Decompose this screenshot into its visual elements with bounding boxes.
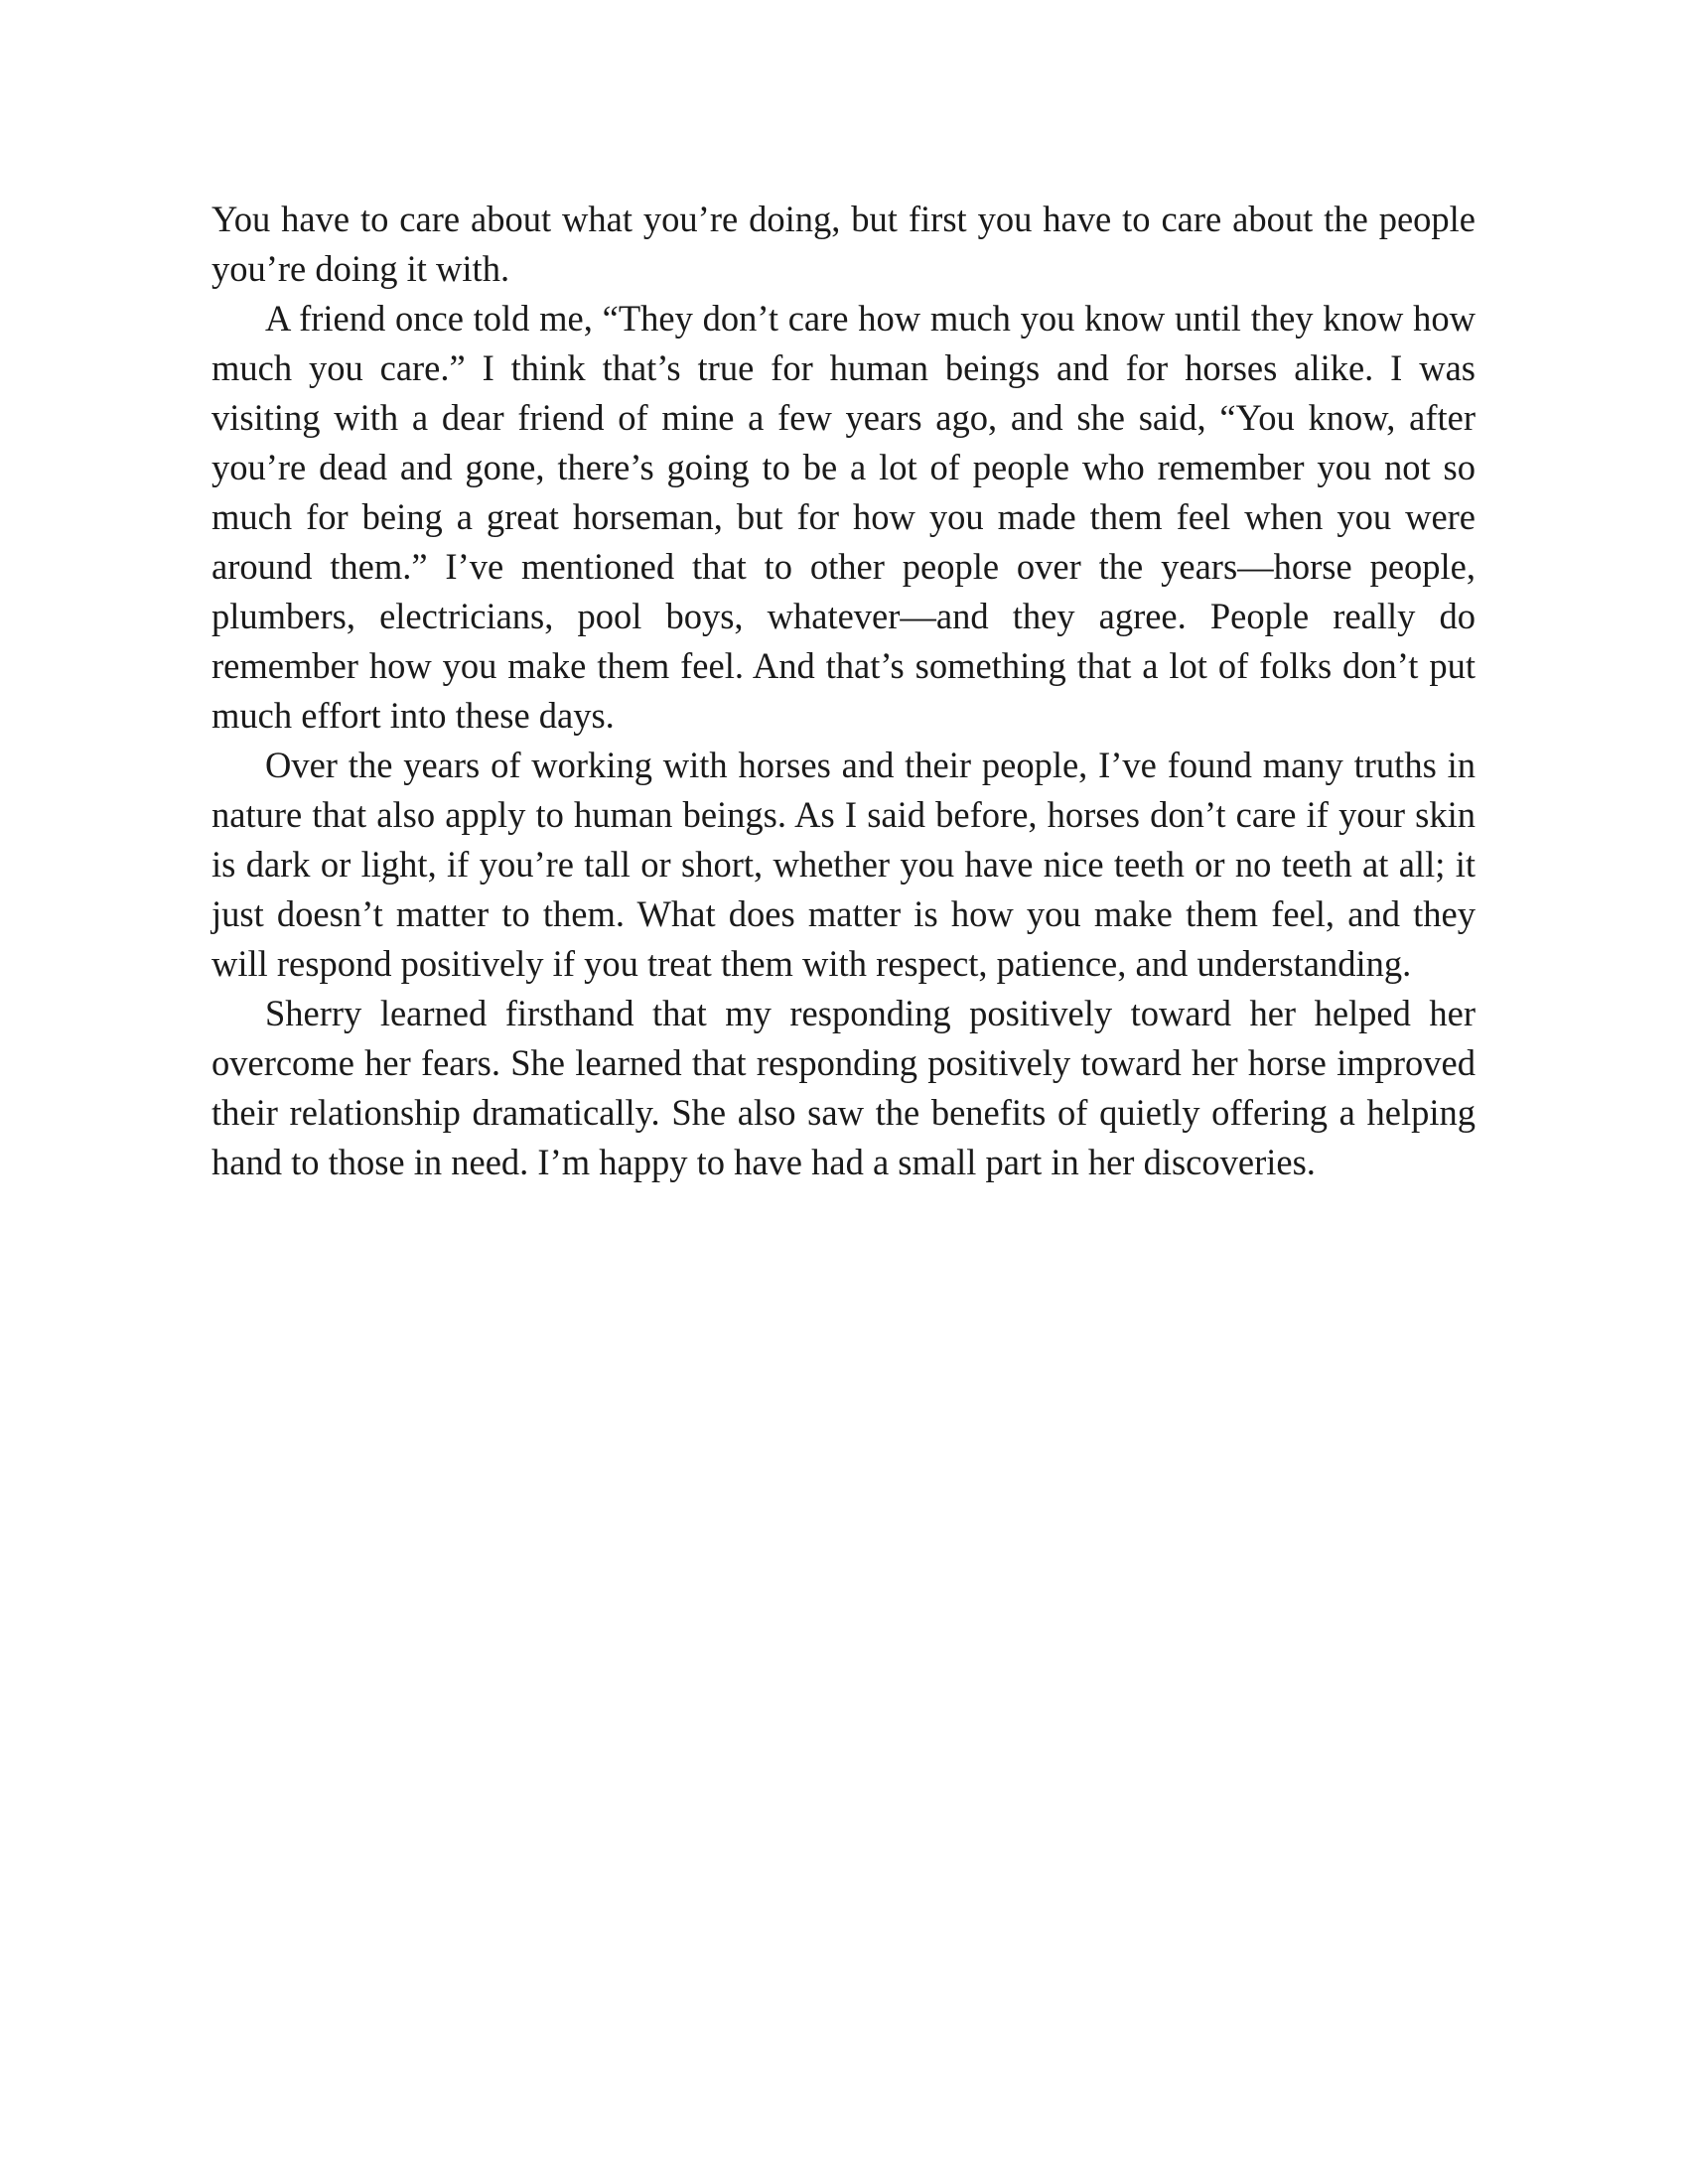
paragraph-truths-in-nature: Over the years of working with horses and their people, I’ve found many truths in nature that also apply to human beings. As I said before, horses don’t care if your skin is dark or light, if you’re tall or short, whether you have nice teeth or no teeth at all; it just doesn’t matter to them. What does matter is how you make them feel, and they will respond positively if you treat them with respect, patience, and understanding. bbox=[211, 745, 1476, 984]
paragraph-opening: You have to care about what you’re doing, but first you have to care about the people you’re doing it with. bbox=[211, 199, 1476, 289]
paragraph-friend-quote: A friend once told me, “They don’t care how much you know until they know how much you care.” I think that’s true for human beings and for horses alike. I was visiting with a dear friend of mine a few years ago, and she said, “You know, after you’re dead and gone, there’s going to be a lot of people who remember you not so much for being a great horseman, but for how you made them feel when you were around them.” I’ve mentioned that to other people over the years—horse people, plumbers, electricians, pool boys, whatever—and they agree. People really do remember how you make them feel. And that’s something that a lot of folks don’t put much effort into these days. bbox=[211, 298, 1476, 736]
paragraph-sherry: Sherry learned firsthand that my responding positively toward her helped her overcome her fears. She learned that responding positively toward her horse improved their relationship dramatically. She also saw the benefits of quietly offering a helping hand to those in need. I’m happy to have had a small part in her discoveries. bbox=[211, 993, 1476, 1182]
body-text bbox=[211, 195, 1476, 1187]
